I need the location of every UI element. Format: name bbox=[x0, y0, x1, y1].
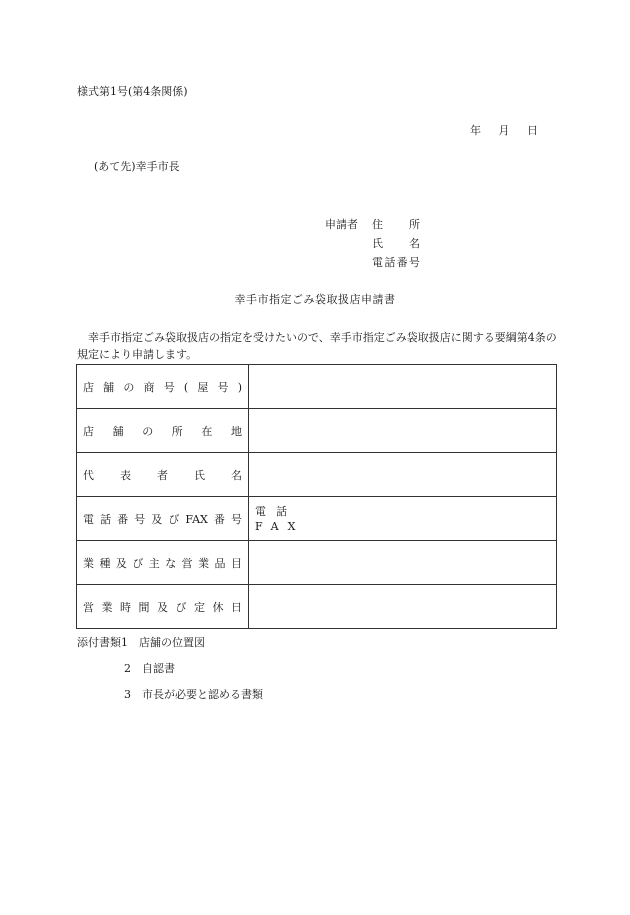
table-row bbox=[77, 541, 557, 585]
shop-name-field[interactable] bbox=[249, 365, 557, 409]
applicant-phone-label: 電話番号 bbox=[372, 256, 420, 269]
table-row bbox=[77, 365, 557, 409]
shop-location-field[interactable] bbox=[249, 409, 557, 453]
row-label-business-hours: 営業時間及び定休日 bbox=[77, 585, 249, 629]
form-number: 様式第1号(第4条関係) bbox=[77, 85, 188, 98]
applicant-address-label: 住所 bbox=[372, 218, 420, 231]
attachment-item-3: 3 市長が必要と認める書類 bbox=[124, 688, 263, 701]
business-hours-field[interactable] bbox=[249, 585, 557, 629]
applicant-label: 申請者 bbox=[325, 218, 358, 231]
fax-label: FAX bbox=[255, 519, 305, 533]
table-row bbox=[77, 453, 557, 497]
applicant-name-label: 氏名 bbox=[372, 237, 420, 250]
row-label-shop-location: 店舗の所在地 bbox=[77, 409, 249, 453]
business-type-field[interactable] bbox=[249, 541, 557, 585]
attachment-item-2: 2 自認書 bbox=[124, 662, 175, 675]
table-row bbox=[77, 409, 557, 453]
application-table bbox=[76, 364, 557, 629]
table-row bbox=[77, 585, 557, 629]
body-text: 幸手市指定ごみ袋取扱店の指定を受けたいので、幸手市指定ごみ袋取扱店に関する要綱第4条の規定により申請します。 bbox=[77, 331, 557, 361]
attachments-heading: 添付書類 bbox=[77, 636, 121, 649]
date-line: 年 月 日 bbox=[470, 124, 538, 137]
attachment-item-1: 添付書類1 店舗の位置図 bbox=[77, 636, 205, 649]
phone-fax-field[interactable] bbox=[249, 497, 557, 541]
row-label-representative: 代表者氏名 bbox=[77, 453, 249, 497]
document-title: 幸手市指定ごみ袋取扱店申請書 bbox=[234, 293, 396, 306]
tel-label: 電話 bbox=[255, 504, 297, 518]
row-label-phone-fax: 電話番号及びFAX番号 bbox=[77, 497, 249, 541]
addressee: (あて先)幸手市長 bbox=[94, 160, 180, 173]
representative-field[interactable] bbox=[249, 453, 557, 497]
row-label-shop-name: 店舗の商号(屋号) bbox=[77, 365, 249, 409]
table-row bbox=[77, 497, 557, 541]
row-label-business-type: 業種及び主な営業品目 bbox=[77, 541, 249, 585]
